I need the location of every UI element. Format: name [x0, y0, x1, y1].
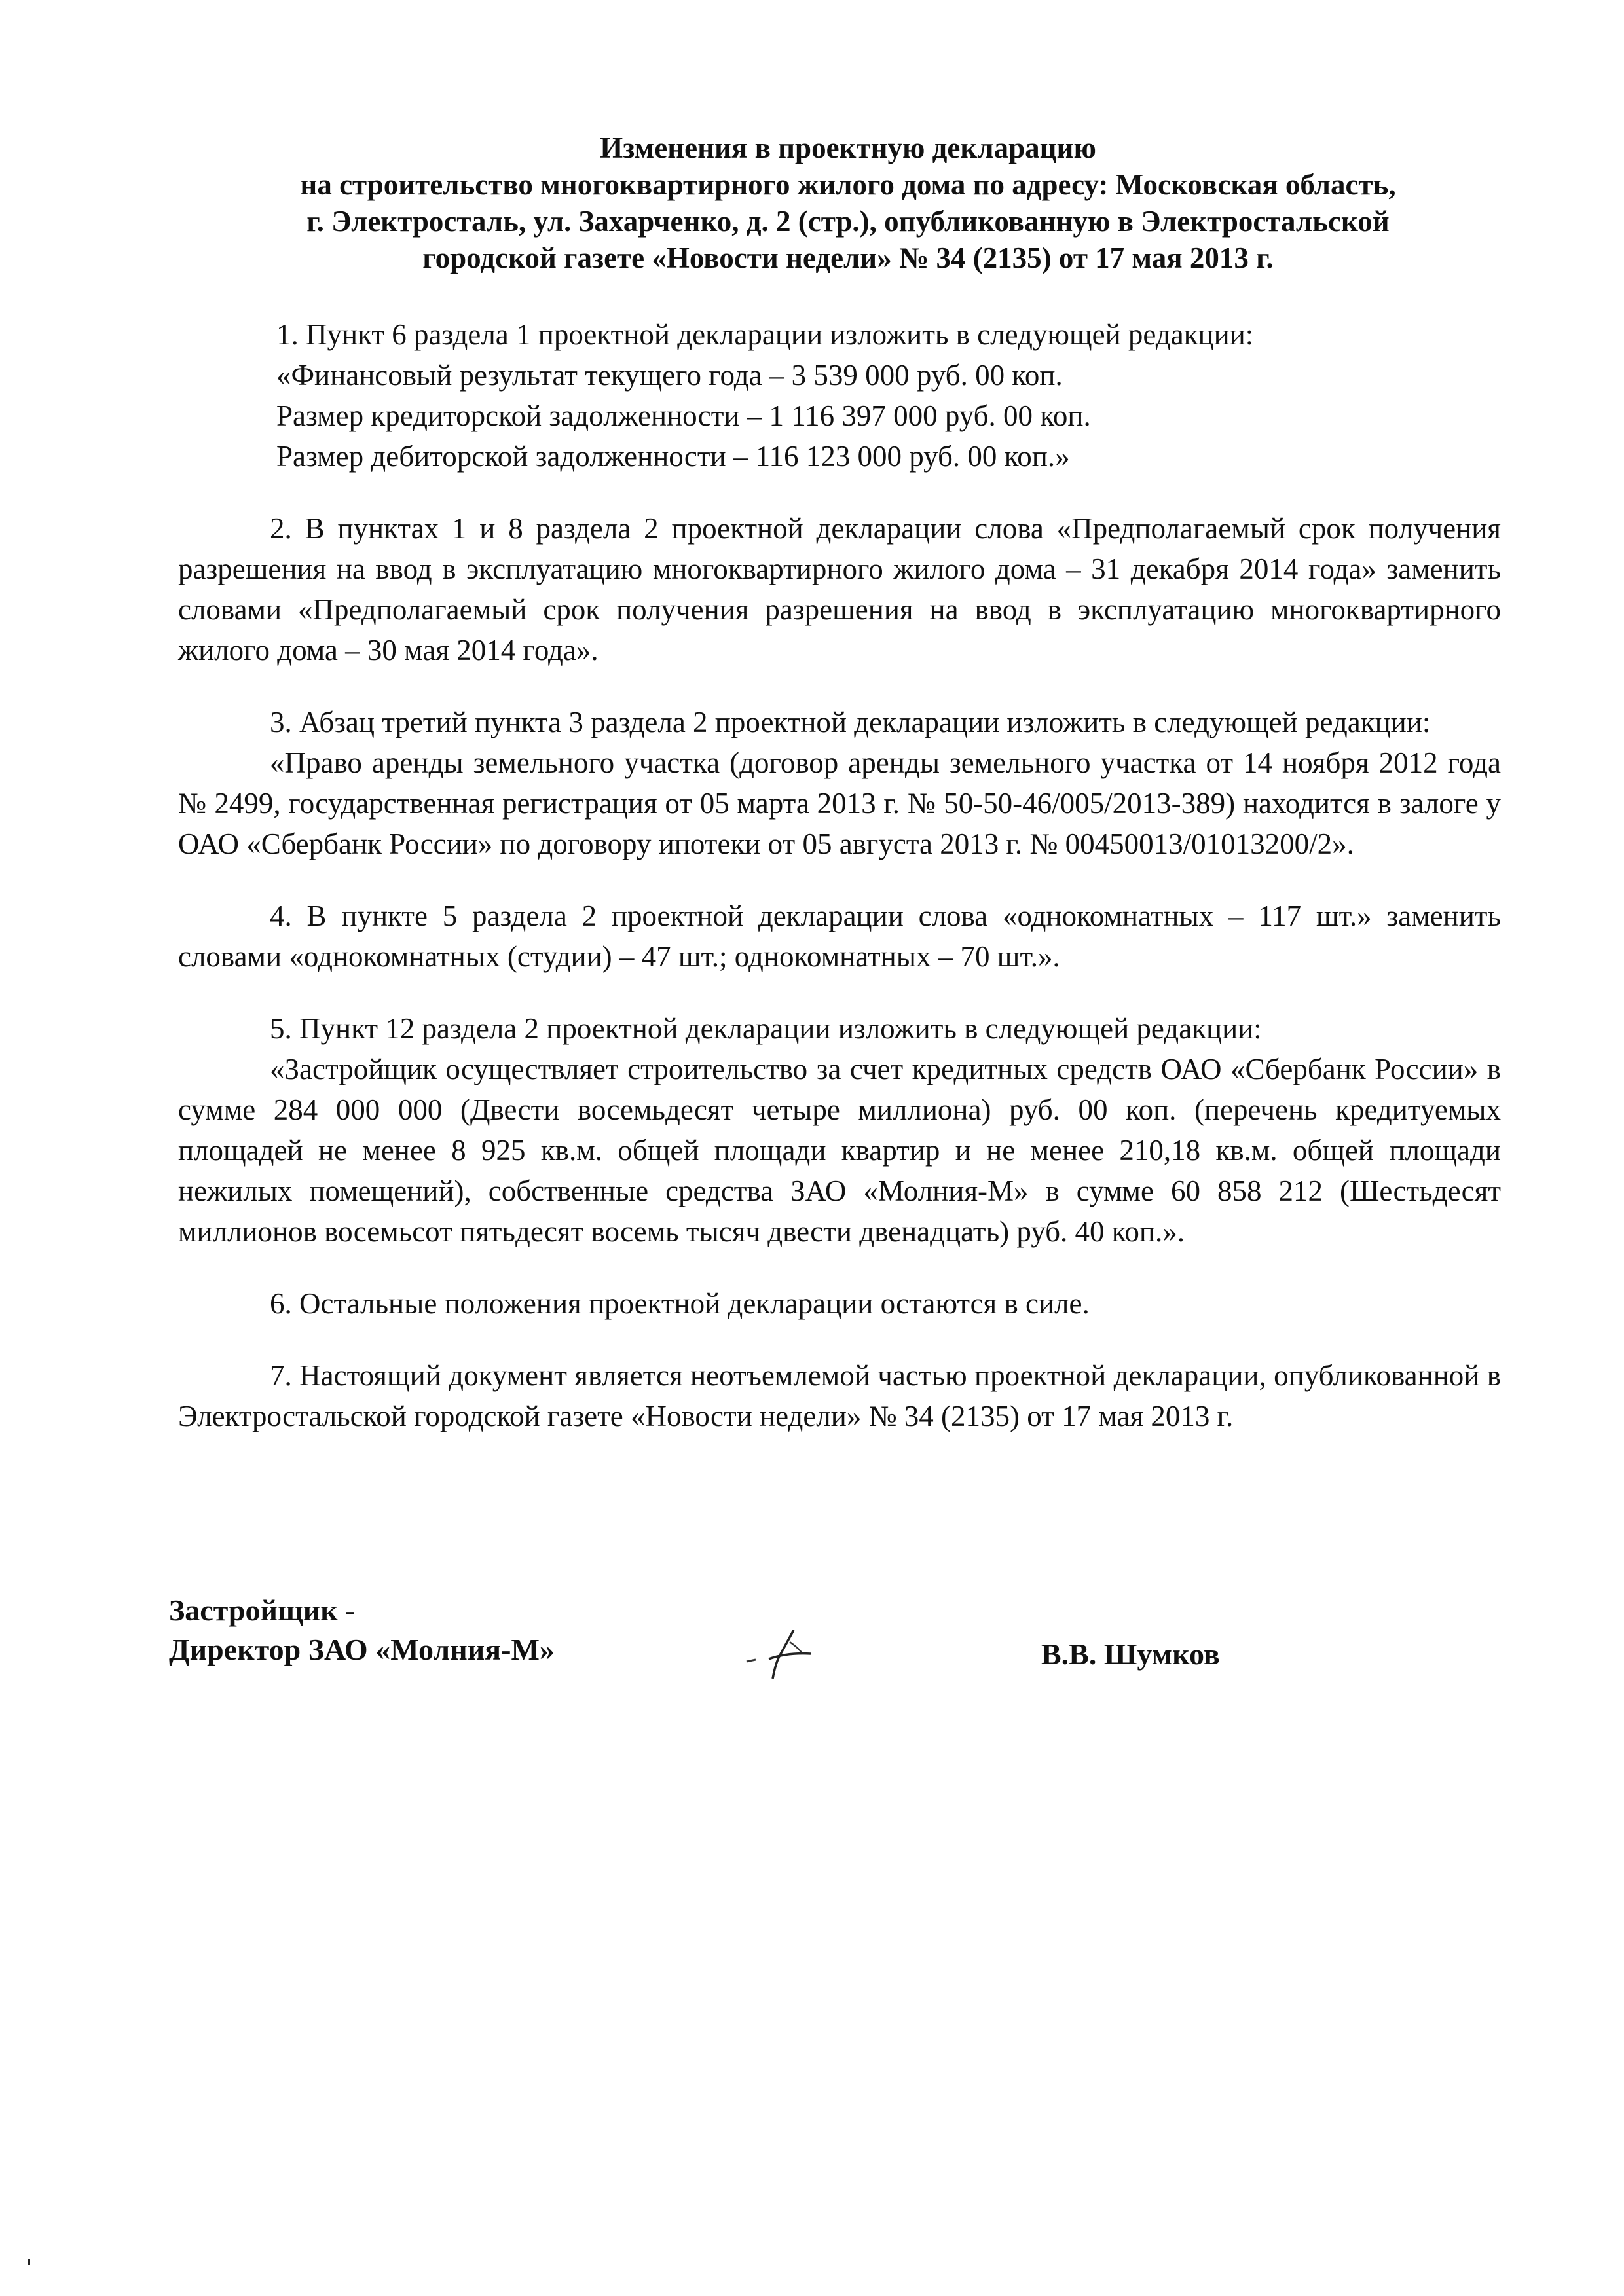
title-line-1: Изменения в проектную декларацию [600, 132, 1096, 164]
title-line-4: городской газете «Новости недели» № 34 (2135) от 17 мая 2013 г. [422, 242, 1274, 274]
signature-flourish [790, 1642, 802, 1652]
item-6 [178, 1283, 1501, 1324]
signature-crossbar [769, 1654, 811, 1659]
title-line-2: на строительство многоквартирного жилого дома по адресу: Московская область, [300, 168, 1396, 201]
item-1-receivables: Размер дебиторской задолженности – 116 123 000 руб. 00 коп.» [276, 440, 1070, 473]
signer-role-director: Директор ЗАО «Молния-М» [169, 1633, 555, 1666]
item-7 [178, 1355, 1501, 1436]
item-6-text: 6. Остальные положения проектной декларации остаются в силе. [270, 1287, 1090, 1320]
document-title [177, 130, 1519, 276]
item-5 [178, 1008, 1501, 1252]
handwritten-signature [733, 1611, 832, 1689]
item-1-financial-result: «Финансовый результат текущего года – 3 539 000 руб. 00 коп. [276, 359, 1063, 392]
signer-name: В.В. Шумков [1041, 1637, 1220, 1671]
item-3-quote: «Право аренды земельного участка (договор аренды земельного участка от 14 ноября 2012 года № 2499, государственная регистрация от 05 марта 2013 г. № 50-50-46/005/2013-389) находится в залоге у ОАО «Сбербанк России» по договору ипотеки от 05 августа 2013 г. № 00450013/01013200/2». [178, 746, 1501, 860]
scan-speck [28, 2259, 30, 2265]
item-3 [178, 702, 1501, 864]
title-line-3: г. Электросталь, ул. Захарченко, д. 2 (стр.), опубликованную в Электростальской [306, 205, 1390, 238]
signer-role-developer: Застройщик - [169, 1594, 356, 1627]
item-1-heading: 1. Пункт 6 раздела 1 проектной декларации изложить в следующей редакции: [276, 318, 1254, 351]
item-4-text: 4. В пункте 5 раздела 2 проектной декларации слова «однокомнатных – 117 шт.» заменить словами «однокомнатных (студии) – 47 шт.; однокомнатных – 70 шт.». [178, 900, 1501, 973]
item-2-text: 2. В пунктах 1 и 8 раздела 2 проектной декларации слова «Предполагаемый срок получения разрешения на ввод в эксплуатацию многоквартирного жилого дома – 31 декабря 2014 года» заменить словами «Предполагаемый срок получения разрешения на ввод в эксплуатацию многоквартирного жилого дома – 30 мая 2014 года». [178, 512, 1501, 666]
item-5-intro: 5. Пункт 12 раздела 2 проектной декларации изложить в следующей редакции: [270, 1012, 1262, 1045]
signature-dash [747, 1660, 756, 1662]
item-1 [178, 314, 1501, 477]
item-1-payables: Размер кредиторской задолженности – 1 116 397 000 руб. 00 коп. [276, 399, 1091, 432]
item-7-text: 7. Настоящий документ является неотъемлемой частью проектной декларации, опубликованной в Электростальской городской газете «Новости недели» № 34 (2135) от 17 мая 2013 г. [178, 1359, 1501, 1432]
item-3-intro: 3. Абзац третий пункта 3 раздела 2 проектной декларации изложить в следующей редакции: [270, 706, 1431, 738]
item-5-quote: «Застройщик осуществляет строительство за счет кредитных средств ОАО «Сбербанк России» в сумме 284 000 000 (Двести восемьдесят четыре миллиона) руб. 00 коп. (перечень кредитуемых площадей не менее 8 925 кв.м. общей площади квартир и не менее 210,18 кв.м. общей площади нежилых помещений), собственные средства ЗАО «Молния-М» в сумме 60 858 212 (Шестьдесят миллионов восемьсот пятьдесят восемь тысяч двести двенадцать) руб. 40 коп.». [178, 1053, 1501, 1248]
item-4 [178, 896, 1501, 977]
document-body [178, 314, 1501, 1468]
item-2 [178, 508, 1501, 670]
